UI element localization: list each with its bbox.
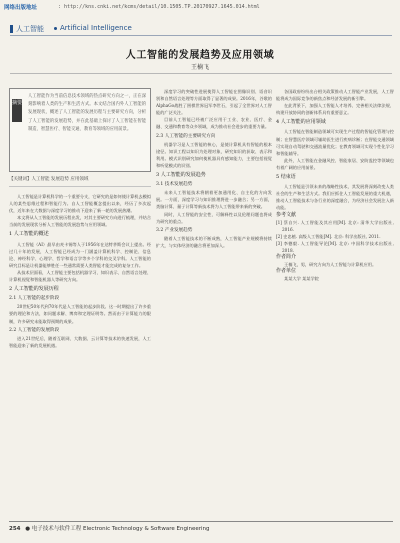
reference-item: [3] 李德毅. 人工智能导论[M]. 北京: 中国科学技术出版社, 2018.: [276, 240, 394, 253]
paragraph: 人工智能是计算机科学的一个重要分支，它研究的是如何使计算机去模拟人的某些思维过程和智能行为。自人工智能概念提出以来，经历了多次起伏，近年来在大数据与深度学习的推动下迎来了新一轮的发展热潮。: [9, 194, 152, 214]
paper-author: 王楠飞: [190, 64, 209, 71]
keywords: 【关键词】人工智能 发展趋势 应用领域: [9, 177, 89, 182]
references-heading: 参考文献: [276, 211, 297, 218]
heading-5: 5 结束语: [276, 174, 296, 181]
section-divider: [10, 35, 392, 36]
abstract-tag: 摘要: [12, 99, 22, 122]
section-heading: [10, 24, 392, 34]
abstract-text: 人工智能作为当前信息技术领域的热点研究方向之一，正在深刻影响着人类的生产和生活方式。本文结合国内外人工智能的发展现状，概述了人工智能的发展历程与主要研究方向，分析了人工智能的发展趋势，并在此基础上探讨了人工智能在智能制造、智慧医疗、智能交通、教育等领域的应用前景。: [28, 94, 146, 132]
journal-name: ● 电子技术与软件工程 Electronic Technology & Software Engineering: [25, 526, 210, 532]
paragraph: 从技术层面看，人工智能主要包括机器学习、知识表示、自然语言处理、计算机视觉和智能机器人等研究方向。: [9, 269, 152, 283]
paragraph: 目前人工智能已经被广泛应用于工业、农业、医疗、金融、交通和教育等众多领域，成为推动社会进步的重要力量。: [156, 117, 272, 130]
paper-title: 人工智能的发展趋势及应用领域: [125, 50, 275, 61]
footer-divider: [9, 521, 393, 522]
page-header: [0, 0, 400, 14]
paragraph: 机器学习是人工智能的核心，是使计算机具有智能的根本途径。知识工程以知识为处理对象，研究知识的获取、表示和利用。模式识别研究如何使机器具有感知能力，主要包括视觉和听觉模式的识别。: [156, 141, 272, 168]
subheading-3-1: 3.1 技术发展趋势: [156, 182, 193, 188]
online-publish-label: 网络出版地址: [4, 5, 38, 11]
paragraph: 各国政府纷纷出台相关政策推动人工智能产业发展，人工智能将成为国际竞争的新焦点和经济发展的新引擎。: [276, 89, 394, 102]
abstract-box: [9, 88, 151, 172]
reference-item: [1] 蔡自兴. 人工智能及其应用[M]. 北京: 清华大学出版社, 2016.: [276, 219, 394, 232]
section-label: 人工智能: [16, 25, 44, 33]
paragraph: 未来人工智能技术将朝着更加通用化、自主化的方向发展。一方面，深度学习与知识推理将进一步融合；另一方面，类脑计算、量子计算等新技术将为人工智能带来新的突破。: [156, 190, 272, 210]
subheading-2-3: 2.3 人工智能的主要研究方向: [156, 133, 216, 139]
paragraph: 深度学习的突破性进展使得人工智能在图像识别、语音识别和自然语言处理等方面取得了显著的成果。2016年，谷歌的AlphaGo战胜了围棋世界冠军李世石，引起了全世界对人工智能的广泛关注。: [156, 89, 272, 116]
subheading-2-2: 2.2 人工智能的发展阶段: [9, 327, 60, 333]
reference-item: [2] 史忠植. 高级人工智能[M]. 北京: 科学出版社, 2011.: [276, 233, 381, 239]
paragraph: 人工智能是引领未来的战略性技术，其发展将深刻改变人类社会的生产和生活方式。我们应抓住人工智能发展的重大机遇，推动人工智能技术与各行业的深度融合，为经济社会发展注入新动能。: [276, 184, 394, 211]
paragraph: 此外，人工智能在金融风控、智能家居、安防监控等领域也有着广阔的应用前景。: [276, 157, 394, 170]
keywords-divider: [9, 186, 151, 187]
title-divider: [10, 73, 392, 74]
author-bio: 王楠飞，男，研究方向为人工智能与计算机应用。: [284, 262, 377, 268]
page-number: 254: [9, 526, 21, 532]
author-unit-heading: 作者单位: [276, 268, 297, 275]
page-footer: [9, 524, 209, 532]
paragraph: 人工智能在智能制造领域可实现生产过程的智能化管理与控制；在智慧医疗领域可辅助医生进行疾病诊断；在智能交通领域可实现自动驾驶和交通流量优化；在教育领域可实现个性化学习和智能辅导。: [276, 129, 394, 156]
author-unit: 某某大学 某某学院: [284, 276, 319, 282]
heading-3: 3 人工智能的发展趋势: [156, 172, 206, 179]
heading-2: 2 人工智能的发展历程: [9, 286, 59, 293]
online-publish-url[interactable]: : http://kns.cnki.net/kcms/detail/10.1505.TP.20170927.1645.014.html: [58, 3, 260, 10]
subheading-2-1: 2.1 人工智能的起步阶段: [9, 296, 60, 302]
heading-4: 4 人工智能的应用领域: [276, 119, 326, 126]
paragraph: 20世纪50年代到70年代是人工智能的起步阶段。这一时期提出了许多重要的理论和方法，如问题求解、博弈和定理证明等。然而由于计算能力的限制，许多研究未能取得预期的成果。: [9, 304, 151, 324]
column-right: [276, 88, 394, 282]
paragraph: 本文将从人工智能的发展历程出发，对其主要研究方向进行梳理，并结合当前的发展现状分析人工智能的发展趋势与应用领域。: [9, 215, 152, 228]
subheading-3-2: 3.2 产业发展趋势: [156, 227, 193, 233]
paragraph: 同时，人工智能的安全性、可解释性以及伦理问题也将成为研究的重点。: [156, 211, 272, 224]
section-label-en: Artificial Intelligence: [60, 24, 132, 32]
section-bar: [10, 25, 13, 33]
paragraph: 随着人工智能技术的不断成熟，人工智能产业规模将持续扩大，与实体经济的融合将更加深入。: [156, 235, 272, 248]
author-bio-heading: 作者简介: [276, 254, 297, 261]
column-middle: [156, 88, 272, 249]
bullet-dot-icon: [54, 27, 57, 30]
column-left: [9, 193, 151, 349]
paragraph: 人工智能（AI）最早由麦卡锡等人于1956年在达特茅斯会议上提出。经过几十年的发展，人工智能已经成为一门涵盖计算机科学、控制论、信息论、神经科学、心理学、哲学和语言学等多个学科的交叉学科。人工智能的研究目标是让机器能够胜任一些通常需要人类智能才能完成的复杂工作。: [9, 241, 151, 268]
heading-1: 1 人工智能的概述: [9, 231, 49, 238]
references-list: [276, 219, 394, 254]
paragraph: 在此背景下，加强人工智能人才培养、完善相关法律法规、构建开放协同的创新体系具有重要意义。: [276, 103, 394, 116]
paragraph: 进入21世纪后，随着互联网、大数据、云计算等技术的快速发展，人工智能迎来了新的发展机遇。: [9, 335, 151, 348]
